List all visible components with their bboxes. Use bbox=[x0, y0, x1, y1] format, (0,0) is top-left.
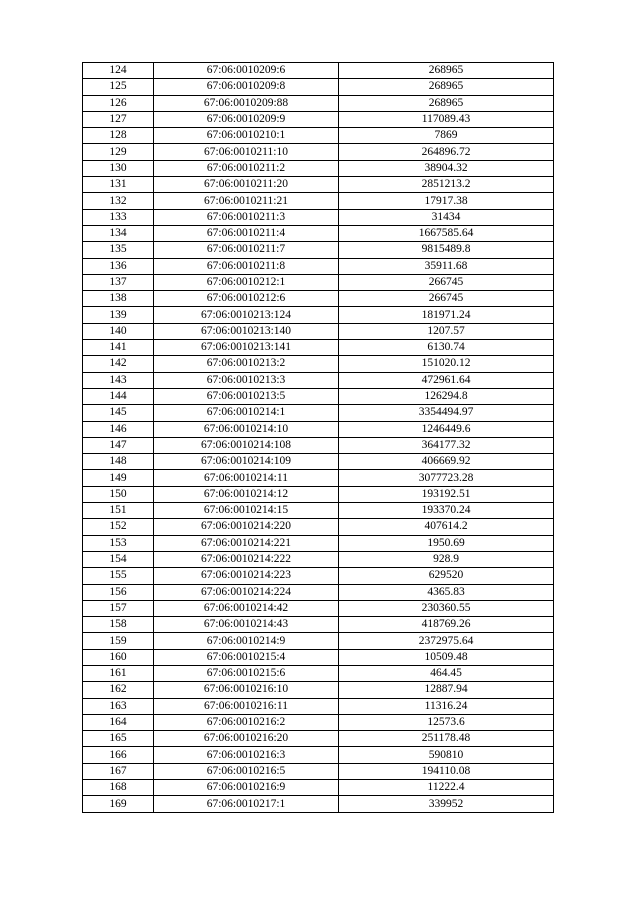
cadastral-number-cell: 67:06:0010214:109 bbox=[154, 454, 339, 470]
row-number-cell: 153 bbox=[83, 535, 154, 551]
table-row bbox=[83, 584, 554, 600]
table-row bbox=[83, 63, 554, 79]
cadastral-number-cell: 67:06:0010214:1 bbox=[154, 405, 339, 421]
cadastral-number-cell: 67:06:0010211:2 bbox=[154, 160, 339, 176]
table-row bbox=[83, 274, 554, 290]
row-number-cell: 159 bbox=[83, 633, 154, 649]
cadastral-number-cell: 67:06:0010214:222 bbox=[154, 551, 339, 567]
cadastral-number-cell: 67:06:0010216:9 bbox=[154, 780, 339, 796]
cadastral-number-cell: 67:06:0010212:6 bbox=[154, 291, 339, 307]
row-number-cell: 127 bbox=[83, 111, 154, 127]
row-number-cell: 147 bbox=[83, 437, 154, 453]
cadastral-value-cell: 193370.24 bbox=[339, 503, 554, 519]
table-row bbox=[83, 95, 554, 111]
row-number-cell: 129 bbox=[83, 144, 154, 160]
cadastral-value-cell: 38904.32 bbox=[339, 160, 554, 176]
table-row bbox=[83, 698, 554, 714]
cadastral-number-cell: 67:06:0010216:3 bbox=[154, 747, 339, 763]
cadastral-value-cell: 1950.69 bbox=[339, 535, 554, 551]
cadastral-value-cell: 230360.55 bbox=[339, 600, 554, 616]
table-row bbox=[83, 323, 554, 339]
table-row bbox=[83, 79, 554, 95]
cadastral-number-cell: 67:06:0010213:3 bbox=[154, 372, 339, 388]
cadastral-value-cell: 17917.38 bbox=[339, 193, 554, 209]
row-number-cell: 137 bbox=[83, 274, 154, 290]
row-number-cell: 162 bbox=[83, 682, 154, 698]
cadastral-number-cell: 67:06:0010217:1 bbox=[154, 796, 339, 812]
cadastral-number-cell: 67:06:0010214:15 bbox=[154, 503, 339, 519]
row-number-cell: 134 bbox=[83, 225, 154, 241]
cadastral-value-cell: 1667585.64 bbox=[339, 225, 554, 241]
table-row bbox=[83, 291, 554, 307]
cadastral-value-cell: 2372975.64 bbox=[339, 633, 554, 649]
cadastral-number-cell: 67:06:0010214:10 bbox=[154, 421, 339, 437]
row-number-cell: 143 bbox=[83, 372, 154, 388]
row-number-cell: 138 bbox=[83, 291, 154, 307]
table-row bbox=[83, 111, 554, 127]
table-row bbox=[83, 551, 554, 567]
table-row bbox=[83, 633, 554, 649]
cadastral-value-cell: 407614.2 bbox=[339, 519, 554, 535]
table-row bbox=[83, 160, 554, 176]
cadastral-number-cell: 67:06:0010211:7 bbox=[154, 242, 339, 258]
cadastral-number-cell: 67:06:0010213:5 bbox=[154, 388, 339, 404]
table-row bbox=[83, 225, 554, 241]
table-row bbox=[83, 470, 554, 486]
table-row bbox=[83, 454, 554, 470]
cadastral-value-cell: 472961.64 bbox=[339, 372, 554, 388]
row-number-cell: 144 bbox=[83, 388, 154, 404]
table-body bbox=[83, 63, 554, 813]
cadastral-number-cell: 67:06:0010209:6 bbox=[154, 63, 339, 79]
row-number-cell: 155 bbox=[83, 568, 154, 584]
cadastral-number-cell: 67:06:0010214:9 bbox=[154, 633, 339, 649]
cadastral-value-cell: 3354494.97 bbox=[339, 405, 554, 421]
cadastral-number-cell: 67:06:0010211:4 bbox=[154, 225, 339, 241]
cadastral-number-cell: 67:06:0010214:11 bbox=[154, 470, 339, 486]
cadastral-value-cell: 6130.74 bbox=[339, 340, 554, 356]
cadastral-value-cell: 194110.08 bbox=[339, 763, 554, 779]
row-number-cell: 135 bbox=[83, 242, 154, 258]
table-row bbox=[83, 519, 554, 535]
row-number-cell: 132 bbox=[83, 193, 154, 209]
cadastral-number-cell: 67:06:0010209:88 bbox=[154, 95, 339, 111]
row-number-cell: 145 bbox=[83, 405, 154, 421]
row-number-cell: 156 bbox=[83, 584, 154, 600]
row-number-cell: 157 bbox=[83, 600, 154, 616]
cadastral-number-cell: 67:06:0010213:2 bbox=[154, 356, 339, 372]
table-row bbox=[83, 763, 554, 779]
cadastral-value-cell: 251178.48 bbox=[339, 731, 554, 747]
cadastral-number-cell: 67:06:0010212:1 bbox=[154, 274, 339, 290]
row-number-cell: 128 bbox=[83, 128, 154, 144]
table-row bbox=[83, 144, 554, 160]
cadastral-value-cell: 1207.57 bbox=[339, 323, 554, 339]
cadastral-value-cell: 10509.48 bbox=[339, 649, 554, 665]
cadastral-value-cell: 7869 bbox=[339, 128, 554, 144]
table-row bbox=[83, 242, 554, 258]
table-row bbox=[83, 258, 554, 274]
cadastral-value-cell: 117089.43 bbox=[339, 111, 554, 127]
cadastral-number-cell: 67:06:0010211:21 bbox=[154, 193, 339, 209]
cadastral-value-cell: 151020.12 bbox=[339, 356, 554, 372]
table-row bbox=[83, 649, 554, 665]
cadastral-number-cell: 67:06:0010213:140 bbox=[154, 323, 339, 339]
table-row bbox=[83, 486, 554, 502]
table-row bbox=[83, 714, 554, 730]
row-number-cell: 139 bbox=[83, 307, 154, 323]
cadastral-number-cell: 67:06:0010209:8 bbox=[154, 79, 339, 95]
cadastral-value-cell: 12887.94 bbox=[339, 682, 554, 698]
cadastral-number-cell: 67:06:0010213:141 bbox=[154, 340, 339, 356]
cadastral-number-cell: 67:06:0010214:223 bbox=[154, 568, 339, 584]
row-number-cell: 131 bbox=[83, 177, 154, 193]
table-row bbox=[83, 356, 554, 372]
row-number-cell: 130 bbox=[83, 160, 154, 176]
cadastral-value-cell: 181971.24 bbox=[339, 307, 554, 323]
cadastral-value-cell: 268965 bbox=[339, 95, 554, 111]
cadastral-number-cell: 67:06:0010216:10 bbox=[154, 682, 339, 698]
cadastral-value-cell: 4365.83 bbox=[339, 584, 554, 600]
cadastral-value-cell: 418769.26 bbox=[339, 617, 554, 633]
row-number-cell: 152 bbox=[83, 519, 154, 535]
cadastral-value-cell: 31434 bbox=[339, 209, 554, 225]
row-number-cell: 124 bbox=[83, 63, 154, 79]
table-row bbox=[83, 388, 554, 404]
row-number-cell: 165 bbox=[83, 731, 154, 747]
row-number-cell: 169 bbox=[83, 796, 154, 812]
cadastral-number-cell: 67:06:0010214:42 bbox=[154, 600, 339, 616]
cadastral-value-cell: 266745 bbox=[339, 274, 554, 290]
cadastral-number-cell: 67:06:0010211:3 bbox=[154, 209, 339, 225]
table-row bbox=[83, 682, 554, 698]
row-number-cell: 150 bbox=[83, 486, 154, 502]
cadastral-number-cell: 67:06:0010216:20 bbox=[154, 731, 339, 747]
cadastral-number-cell: 67:06:0010211:8 bbox=[154, 258, 339, 274]
table-row bbox=[83, 568, 554, 584]
table-row bbox=[83, 405, 554, 421]
table-row bbox=[83, 128, 554, 144]
cadastral-number-cell: 67:06:0010214:224 bbox=[154, 584, 339, 600]
row-number-cell: 126 bbox=[83, 95, 154, 111]
cadastral-number-cell: 67:06:0010214:43 bbox=[154, 617, 339, 633]
cadastral-number-cell: 67:06:0010215:4 bbox=[154, 649, 339, 665]
cadastral-value-cell: 126294.8 bbox=[339, 388, 554, 404]
row-number-cell: 154 bbox=[83, 551, 154, 567]
cadastral-value-cell: 12573.6 bbox=[339, 714, 554, 730]
cadastral-value-cell: 2851213.2 bbox=[339, 177, 554, 193]
row-number-cell: 161 bbox=[83, 665, 154, 681]
cadastral-number-cell: 67:06:0010214:108 bbox=[154, 437, 339, 453]
cadastral-value-cell: 406669.92 bbox=[339, 454, 554, 470]
table-row bbox=[83, 209, 554, 225]
cadastral-value-cell: 11222.4 bbox=[339, 780, 554, 796]
row-number-cell: 142 bbox=[83, 356, 154, 372]
row-number-cell: 125 bbox=[83, 79, 154, 95]
cadastral-value-cell: 35911.68 bbox=[339, 258, 554, 274]
cadastral-number-cell: 67:06:0010216:5 bbox=[154, 763, 339, 779]
cadastral-number-cell: 67:06:0010214:221 bbox=[154, 535, 339, 551]
table-row bbox=[83, 600, 554, 616]
cadastral-value-cell: 9815489.8 bbox=[339, 242, 554, 258]
table-row bbox=[83, 193, 554, 209]
cadastral-value-cell: 590810 bbox=[339, 747, 554, 763]
cadastral-value-cell: 11316.24 bbox=[339, 698, 554, 714]
cadastral-number-cell: 67:06:0010209:9 bbox=[154, 111, 339, 127]
cadastral-number-cell: 67:06:0010214:12 bbox=[154, 486, 339, 502]
cadastral-value-cell: 268965 bbox=[339, 79, 554, 95]
cadastral-number-cell: 67:06:0010214:220 bbox=[154, 519, 339, 535]
cadastral-value-cell: 264896.72 bbox=[339, 144, 554, 160]
cadastral-value-cell: 364177.32 bbox=[339, 437, 554, 453]
cadastral-value-cell: 339952 bbox=[339, 796, 554, 812]
cadastral-value-table bbox=[82, 62, 554, 813]
cadastral-value-cell: 1246449.6 bbox=[339, 421, 554, 437]
row-number-cell: 166 bbox=[83, 747, 154, 763]
table-row bbox=[83, 665, 554, 681]
row-number-cell: 149 bbox=[83, 470, 154, 486]
table-row bbox=[83, 535, 554, 551]
row-number-cell: 140 bbox=[83, 323, 154, 339]
row-number-cell: 164 bbox=[83, 714, 154, 730]
row-number-cell: 146 bbox=[83, 421, 154, 437]
table-row bbox=[83, 340, 554, 356]
cadastral-number-cell: 67:06:0010216:2 bbox=[154, 714, 339, 730]
row-number-cell: 151 bbox=[83, 503, 154, 519]
cadastral-value-cell: 464.45 bbox=[339, 665, 554, 681]
table-row bbox=[83, 503, 554, 519]
row-number-cell: 158 bbox=[83, 617, 154, 633]
cadastral-number-cell: 67:06:0010211:10 bbox=[154, 144, 339, 160]
row-number-cell: 141 bbox=[83, 340, 154, 356]
table-row bbox=[83, 177, 554, 193]
table-row bbox=[83, 617, 554, 633]
cadastral-number-cell: 67:06:0010213:124 bbox=[154, 307, 339, 323]
row-number-cell: 160 bbox=[83, 649, 154, 665]
table-row bbox=[83, 796, 554, 812]
cadastral-value-cell: 629520 bbox=[339, 568, 554, 584]
row-number-cell: 133 bbox=[83, 209, 154, 225]
row-number-cell: 136 bbox=[83, 258, 154, 274]
table-row bbox=[83, 372, 554, 388]
cadastral-value-cell: 3077723.28 bbox=[339, 470, 554, 486]
table-row bbox=[83, 731, 554, 747]
row-number-cell: 163 bbox=[83, 698, 154, 714]
row-number-cell: 148 bbox=[83, 454, 154, 470]
row-number-cell: 168 bbox=[83, 780, 154, 796]
cadastral-value-cell: 193192.51 bbox=[339, 486, 554, 502]
cadastral-number-cell: 67:06:0010215:6 bbox=[154, 665, 339, 681]
cadastral-number-cell: 67:06:0010216:11 bbox=[154, 698, 339, 714]
table-row bbox=[83, 747, 554, 763]
row-number-cell: 167 bbox=[83, 763, 154, 779]
table-row bbox=[83, 307, 554, 323]
cadastral-value-cell: 268965 bbox=[339, 63, 554, 79]
cadastral-number-cell: 67:06:0010211:20 bbox=[154, 177, 339, 193]
table-row bbox=[83, 437, 554, 453]
cadastral-number-cell: 67:06:0010210:1 bbox=[154, 128, 339, 144]
cadastral-value-cell: 928.9 bbox=[339, 551, 554, 567]
table-row bbox=[83, 421, 554, 437]
table-row bbox=[83, 780, 554, 796]
cadastral-value-cell: 266745 bbox=[339, 291, 554, 307]
